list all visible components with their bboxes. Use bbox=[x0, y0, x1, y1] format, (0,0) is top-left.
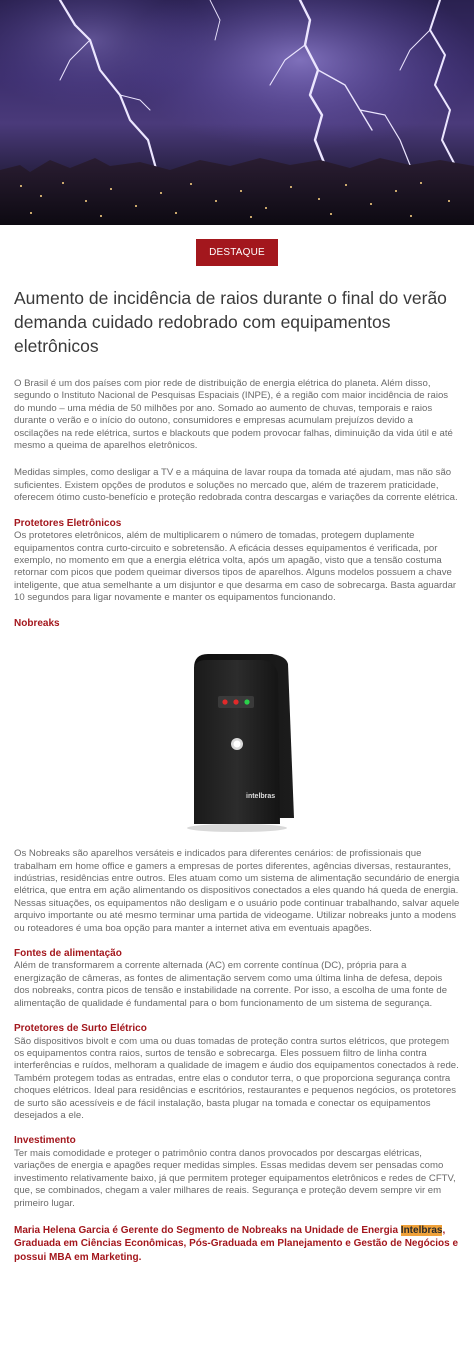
nobreak-device-icon bbox=[14, 640, 460, 840]
lightning-illustration bbox=[0, 0, 474, 225]
section-text: Os protetores eletrônicos, além de multiplicarem o número de tomadas, protegem duplamente equipamentos contra curto-circuito e sobretensão. A eficácia desses equipamentos é verificada, por exemplo, no momento em que a energia elétrica volta, após um apagão, visto que a tensão costuma retornar com picos que podem queimar diversos tipos de aparelhos. Alguns modelos possuem a chave inteligente, que atua semelhante a um disjuntor e que desarma em caso de sobrecarga. Basta aguardar 10 segundos para ligar novamente e manter os equipamentos funcionando. bbox=[14, 530, 457, 604]
intro-paragraph-2: Medidas simples, como desligar a TV e a máquina de lavar roupa da tomada até ajudam, mas não são suficientes. Existem opções de produtos e soluções no mercado que, além de trazerem praticidade, oferecem ótimo custo-benefício e proteção redobrada contra descargas e variações da corrente elétrica. bbox=[14, 467, 458, 504]
section-text: Além de transformarem a corrente alternada (AC) em corrente contínua (DC), própria para a energização de câmeras, as fontes de alimentação servem como uma última linha de defesa, depois dos nobreaks, contra picos de tensão e instabilidade na corrente. Por isso, a escolha de uma fonte de alimentação de qualidade é fundamental para o bom funcionamento de um sistema de segurança. bbox=[14, 960, 448, 1009]
section-text: Os Nobreaks são aparelhos versáteis e indicados para diferentes cenários: de profissionais que trabalham em home office e gamers a empresas de portes diferentes, agências diversas, restaurantes, indústrias, residências entre outros. Eles atuam como um sistema de alimentação secundário de energia elétrica, que entra em ação alimentando os dispositivos conectados a eles quando há queda de energia. Nessas situações, os equipamentos não desligam e o usuário pode continuar trabalhando, salvar aquele arquivo importante ou até mesmo terminar uma partida de videogame. Utilizar nobreaks junto a modens ou roteadores é uma boa opção para manter a internet ativa em eventuais apagões. bbox=[14, 848, 460, 934]
section-surto bbox=[14, 1023, 460, 1122]
destaque-badge[interactable]: DESTAQUE bbox=[196, 239, 278, 266]
brand-logo: intelbras bbox=[246, 793, 276, 801]
intro-paragraph-1: O Brasil é um dos países com pior rede de distribuição de energia elétrica do planeta. Além disso, segundo o Instituto Nacional de Pesquisas Espaciais (INPE), é a região com maior incidência de raios do mundo – uma média de 50 milhões por ano. Somado ao aumento de chuvas, temporais e raios durante o verão e o início do outono, consumidores e empresas acumulam prejuízos devido a oscilações na rede elétrica, surtos e blackouts que podem provocar falhas, diminuição da vida útil e até mesmo a queima de aparelhos eletrônicos. bbox=[14, 378, 453, 452]
section-heading: Protetores de Surto Elétrico bbox=[14, 1023, 147, 1035]
section-heading: Fontes de alimentação bbox=[14, 947, 122, 959]
author-bio-text: Maria Helena Garcia é Gerente do Segmento de Nobreaks na Unidade de Energia bbox=[14, 1224, 401, 1236]
section-investimento bbox=[14, 1135, 460, 1210]
section-heading: Nobreaks bbox=[14, 617, 60, 629]
section-text: Ter mais comodidade e proteger o patrimônio contra danos provocados por descargas elétricas, variações de energia e apagões requer medidas simples. Essas medidas devem ser pensadas como investimento relativamente baixo, já que permitem proteger equipamentos eletrônicos e redes de CFTV, que, se combinados, chegam a valer milhares de reais. Segurança e proteção devem sempre vir em primeiro lugar. bbox=[14, 1147, 456, 1209]
section-protetores bbox=[14, 518, 460, 605]
section-heading: Investimento bbox=[14, 1135, 76, 1147]
nobreak-product-image bbox=[14, 640, 460, 840]
section-nobreaks bbox=[14, 618, 460, 935]
section-text: São dispositivos bivolt e com uma ou duas tomadas de proteção contra surtos elétricos, que protegem os equipamentos contra raios, surtos de tensão e sobrecarga. Eles possuem filtro de linha contra interferências e ruídos, melhoram a qualidade de imagem e áudio dos equipamentos conectados à rede. Também protegem todas as entradas, entre elas o condutor terra, o que proporciona segurança contra choques elétricos. Ideal para residências e escritórios, restaurantes e pequenos negócios, os protetores de surto são acessíveis e de fácil instalação, basta plugar na tomada e conectar os equipamentos desejados a ele. bbox=[14, 1035, 459, 1121]
section-fontes bbox=[14, 948, 460, 1010]
section-heading: Protetores Eletrônicos bbox=[14, 517, 122, 529]
author-bio-text-end: , Graduada em Ciências Econômicas, Pós-Graduada em Planejamento e Gestão de Negócios e possui MBA em Marketing. bbox=[14, 1224, 459, 1263]
hero-lightning-image bbox=[0, 0, 474, 225]
article-title: Aumento de incidência de raios durante o final do verão demanda cuidado redobrado com equipamentos eletrônicos bbox=[14, 288, 447, 356]
author-company-highlight: Intelbras bbox=[400, 1224, 443, 1236]
article-body bbox=[0, 286, 474, 1264]
author-bio bbox=[14, 1224, 460, 1264]
